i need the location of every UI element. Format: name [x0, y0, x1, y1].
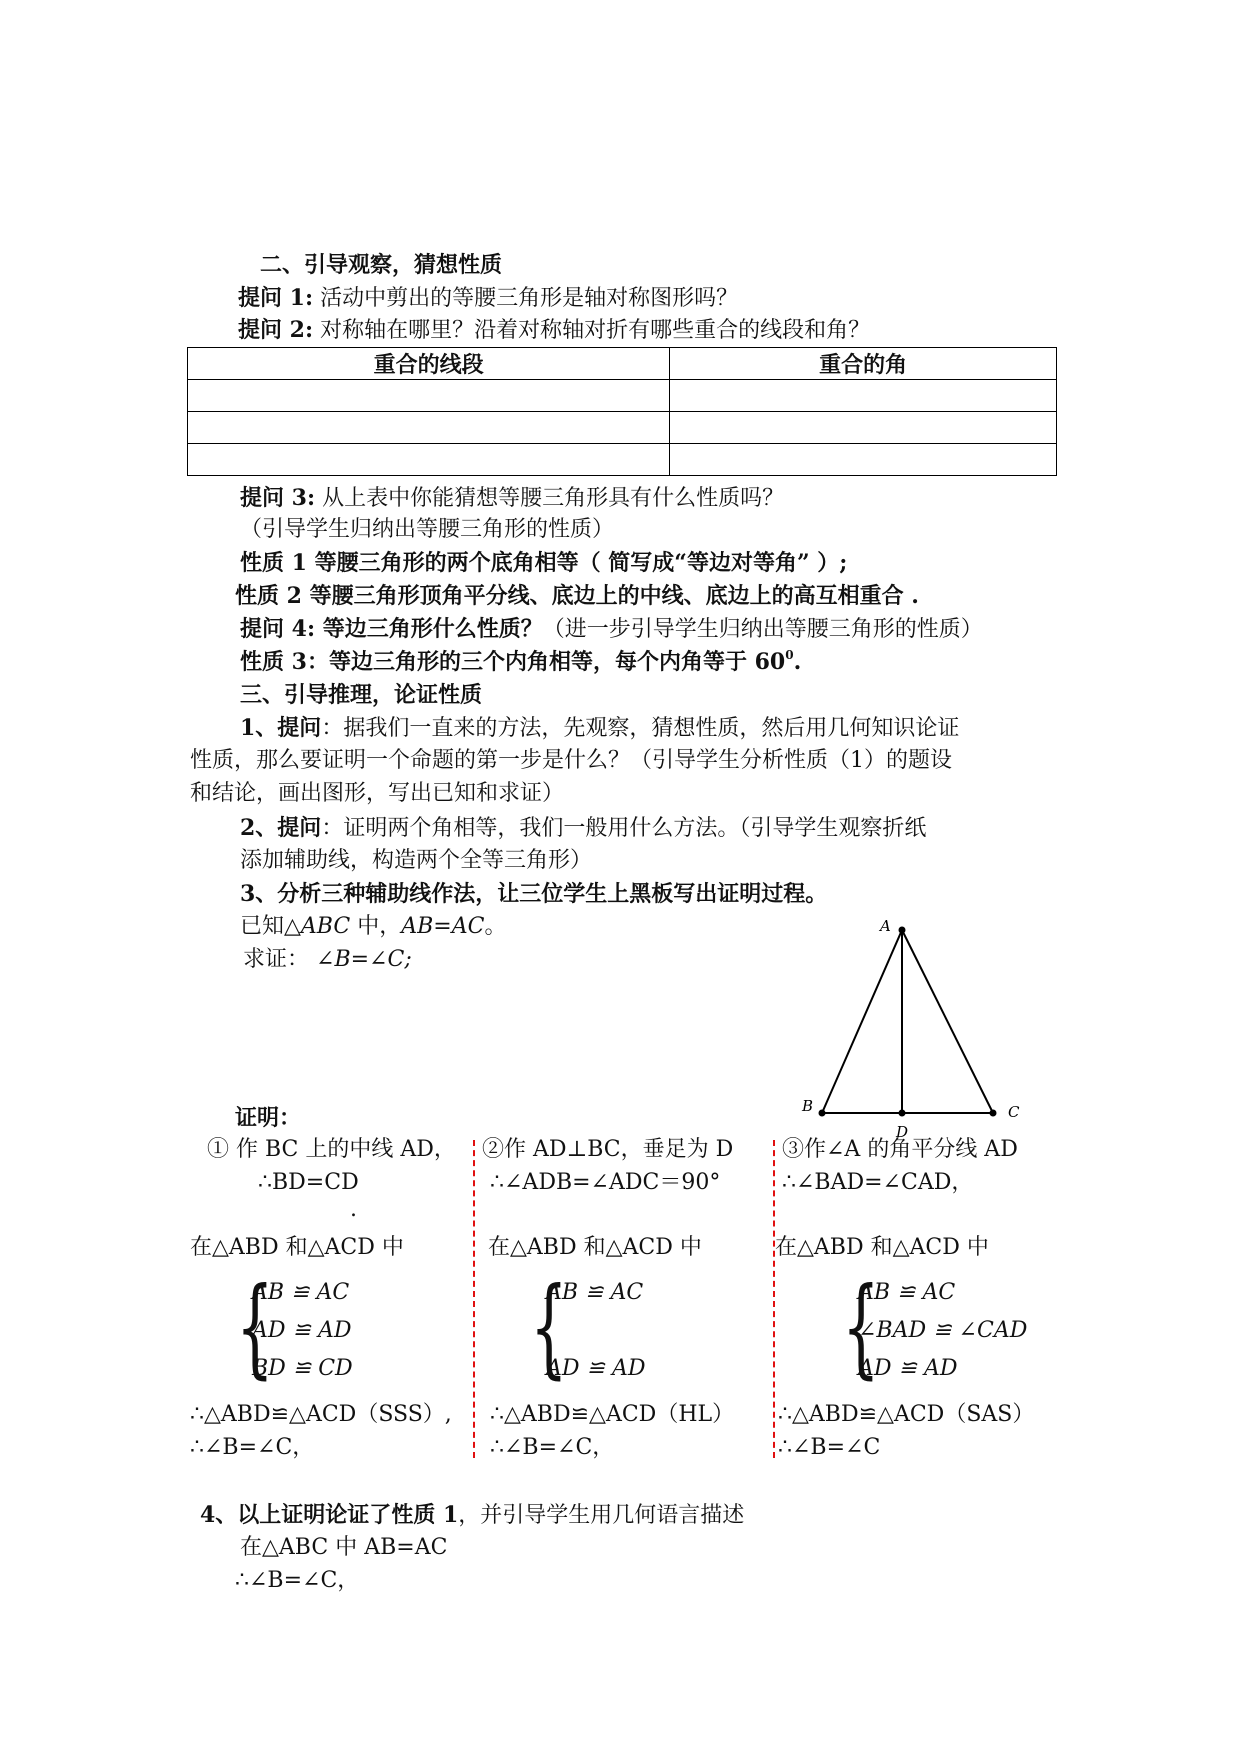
given-triangle: ABC	[300, 914, 351, 939]
item4-suffix: ，并引导学生用几何语言描述	[458, 1503, 745, 1528]
given-end: 。	[484, 914, 507, 939]
question-1-text: 活动中剪出的等腰三角形是轴对称图形吗？	[320, 286, 739, 311]
property-3-end: .	[793, 649, 802, 675]
proof2-row1: AB ≌ AC	[546, 1280, 644, 1305]
table-row	[188, 380, 1057, 412]
table-header-angles: 重合的角	[670, 348, 1057, 380]
proof1-conclusion: ∴△ABD≌△ACD（SSS）,	[190, 1402, 452, 1427]
proof2-step: ∴∠ADB=∠ADC＝90°	[490, 1170, 721, 1195]
item2-text-1: ：证明两个角相等，我们一般用什么方法。（引导学生观察折纸	[321, 816, 927, 841]
column-divider	[773, 1140, 775, 1458]
item2-line1	[240, 813, 926, 844]
question-4-note: （进一步引导学生归纳出等腰三角形的性质）	[542, 617, 983, 642]
table-cell	[188, 380, 670, 412]
proof1-dot: .	[350, 1197, 357, 1222]
property-1: 性质 1 等腰三角形的两个底角相等（ 简写成“等边对等角” ）;	[240, 550, 848, 576]
triangle-figure	[790, 915, 1030, 1140]
property-3	[240, 647, 801, 680]
item4-line3: ∴∠B=∠C，	[235, 1568, 360, 1593]
question-1-label: 提问 1:	[238, 285, 314, 311]
item1-line2: 性质，那么要证明一个命题的第一步是什么？（引导学生分析性质（1）的题设	[190, 748, 952, 773]
proof3-head: ③作∠A 的角平分线 AD	[782, 1137, 1018, 1162]
brace: {	[530, 1265, 568, 1390]
question-2-label: 提问 2:	[238, 317, 314, 343]
proof2-head: ②作 AD⊥BC，垂足为 D	[482, 1137, 734, 1162]
question-3	[240, 483, 784, 514]
item1-line1	[240, 713, 959, 744]
question-2-text: 对称轴在哪里？沿着对称轴对折有哪些重合的线段和角？	[320, 318, 871, 343]
item1-label: 1、提问	[240, 715, 322, 741]
to-prove	[243, 945, 412, 975]
question-4-label: 提问 4: 等边三角形什么性质？	[240, 616, 543, 642]
property-2: 性质 2 等腰三角形顶角平分线、底边上的中线、底边上的高互相重合 .	[235, 583, 919, 609]
question-1	[238, 283, 738, 314]
proof1-row1: AB ≌ AC	[252, 1280, 350, 1305]
proof3-row1: AB ≌ AC	[858, 1280, 956, 1305]
proof3-result: ∴∠B=∠C	[778, 1435, 881, 1460]
vertex-label-a: A	[880, 917, 891, 935]
property-3-text: 性质 3：等边三角形的三个内角相等，每个内角等于 60	[240, 649, 786, 675]
to-prove-label: 求证：	[243, 947, 310, 972]
proof3-step: ∴∠BAD=∠CAD，	[782, 1170, 974, 1195]
vertex-label-c: C	[1008, 1103, 1020, 1121]
given-prefix: 已知△	[240, 914, 301, 939]
item2-line2: 添加辅助线，构造两个全等三角形）	[240, 848, 593, 873]
given-mid: 中，	[350, 914, 402, 939]
vertex-label-b: B	[802, 1097, 814, 1115]
table-cell	[188, 412, 670, 444]
overlap-table	[187, 347, 1057, 476]
section2-title: 二、引导观察，猜想性质	[260, 252, 503, 278]
brace: {	[842, 1265, 880, 1390]
property-3-sup: 0	[785, 648, 794, 662]
proof1-in: 在△ABD 和△ACD 中	[190, 1235, 404, 1260]
proof1-head: ① 作 BC 上的中线 AD，	[207, 1137, 456, 1162]
section3-title: 三、引导推理，论证性质	[240, 682, 483, 708]
table-cell	[188, 444, 670, 476]
table-row	[188, 444, 1057, 476]
question-2	[238, 315, 870, 346]
question-3-note: （引导学生归纳出等腰三角形的性质）	[240, 517, 615, 542]
column-divider	[473, 1140, 475, 1458]
table-header-segments: 重合的线段	[188, 348, 670, 380]
to-prove-equation: ∠B=∠C;	[316, 947, 412, 972]
item4-bold: 性质 1	[391, 1502, 459, 1528]
proof2-in: 在△ABD 和△ACD 中	[488, 1235, 702, 1260]
question-3-text: 从上表中你能猜想等腰三角形具有什么性质吗？	[322, 486, 785, 511]
brace: {	[236, 1265, 274, 1390]
proof3-row2: ∠BAD ≌ ∠CAD	[858, 1318, 1028, 1343]
given-equation: AB=AC	[401, 914, 485, 939]
vertex-label-d: D	[896, 1123, 909, 1140]
table-cell	[670, 412, 1057, 444]
proof3-in: 在△ABD 和△ACD 中	[775, 1235, 989, 1260]
item4-number: 4、以上证明论证了	[200, 1502, 392, 1528]
table-cell	[670, 380, 1057, 412]
item1-text-1: ：据我们一直来的方法，先观察，猜想性质，然后用几何知识论证	[321, 716, 960, 741]
item3	[240, 879, 827, 910]
question-3-label: 提问 3:	[240, 485, 316, 511]
proof1-result: ∴∠B=∠C，	[190, 1435, 315, 1460]
proof1-step: ∴BD=CD	[258, 1170, 359, 1195]
table-row	[188, 412, 1057, 444]
item3-text: 3、分析三种辅助线作法，让三位学生上黑板写出证明过程。	[240, 881, 828, 907]
item2-label: 2、提问	[240, 815, 322, 841]
proof2-conclusion: ∴△ABD≌△ACD（HL）	[490, 1402, 735, 1427]
question-4	[240, 614, 983, 645]
proof2-row3: AD ≌ AD	[546, 1356, 646, 1381]
proof2-result: ∴∠B=∠C，	[490, 1435, 615, 1460]
proof-label: 证明：	[235, 1105, 302, 1131]
proof1-row2: AD ≌ AD	[252, 1318, 352, 1343]
item4-line1	[200, 1500, 744, 1531]
proof3-row3: AD ≌ AD	[858, 1356, 958, 1381]
proof1-row3: BD ≌ CD	[252, 1356, 353, 1381]
proof3-conclusion: ∴△ABD≌△ACD（SAS）	[778, 1402, 1035, 1427]
given	[240, 912, 506, 942]
table-cell	[670, 444, 1057, 476]
item4-line2: 在△ABC 中 AB=AC	[240, 1535, 448, 1560]
item1-line3: 和结论，画出图形，写出已知和求证）	[190, 781, 565, 806]
